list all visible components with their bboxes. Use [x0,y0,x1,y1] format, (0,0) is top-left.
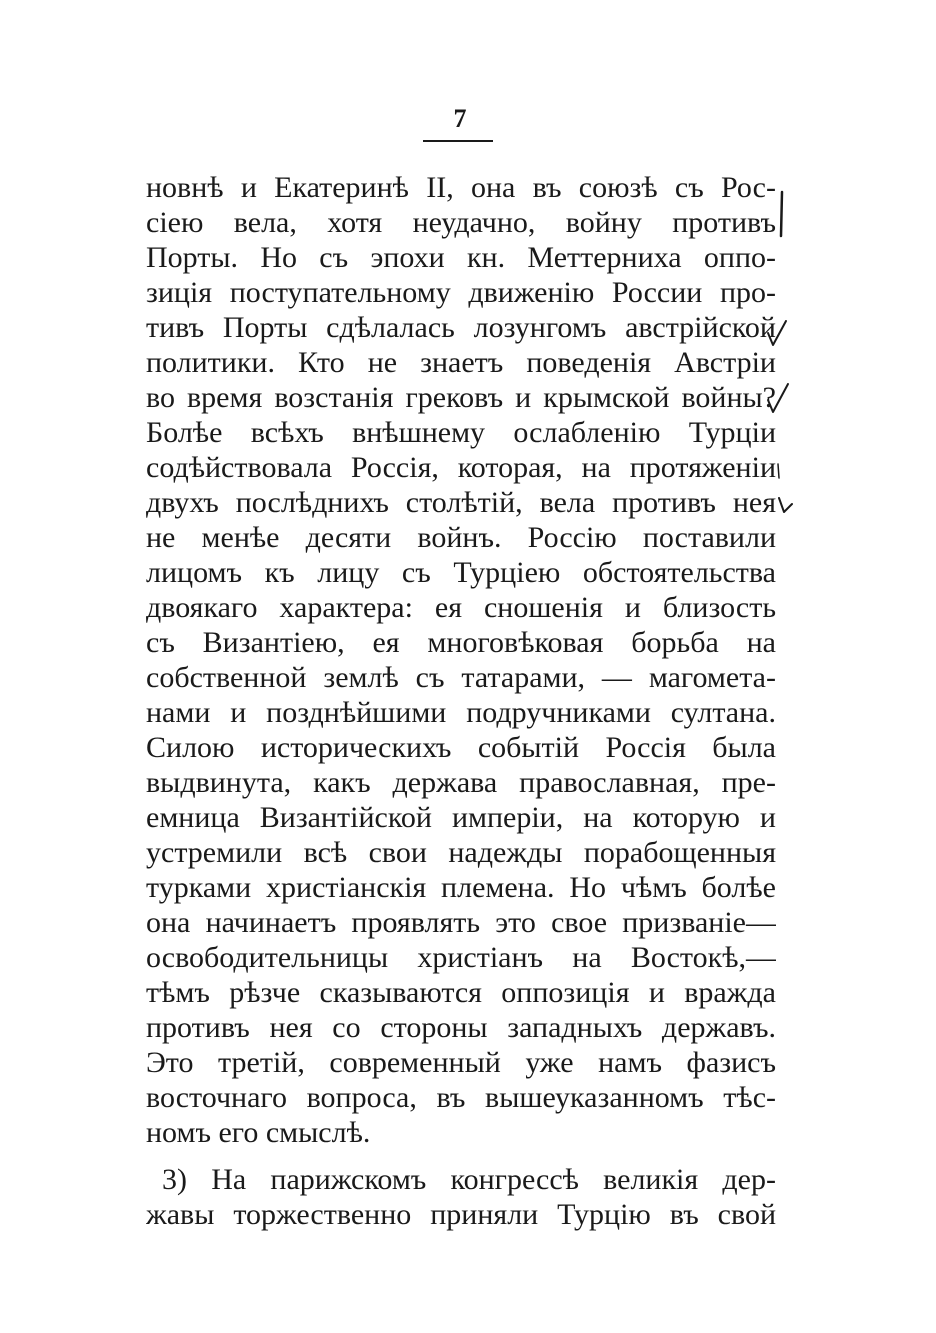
text-line: во время возстанія грековъ и крымской войны? [146,381,776,414]
text-line: лицомъ къ лицу съ Турціею обстоятельства [146,556,776,589]
text-line: номъ его смыслѣ. [146,1116,371,1149]
text-line: 3) На парижскомъ конгрессѣ великія дер- [162,1163,776,1196]
margin-check-mark [779,498,792,512]
text-line: Это третій, современный уже намъ фазисъ [146,1046,776,1079]
page-number-rule [423,140,493,142]
text-line: Порты. Но съ эпохи кн. Меттерниха оппо- [146,241,776,274]
text-line: содѣйствовала Россія, которая, на протяженіи [146,451,776,484]
text-line: Силою историческихъ событій Россія была [146,731,776,764]
text-line: политики. Кто не знаетъ поведенія Австріи [146,346,776,379]
text-line: она начинаетъ проявлять это свое призваніе— [146,906,776,939]
text-line: не менѣе десяти войнъ. Россію поставили [146,521,776,554]
page-number: 7 [453,104,467,133]
text-line: тѣмъ рѣзче сказываются оппозиція и вражда [146,976,776,1009]
text-line: емница Византійской имперіи, на которую и [146,801,776,834]
margin-tick-mark [778,464,779,478]
text-line: освободительницы христіанъ на Востокѣ,— [146,941,776,974]
text-line: двухъ послѣднихъ столѣтій, вела противъ нея [146,486,776,519]
margin-bar-mark [781,192,782,236]
text-line: Болѣе всѣхъ внѣшнему ослабленію Турціи [146,416,776,449]
text-line: нами и позднѣйшими подручниками султана. [146,696,776,729]
text-line: тивъ Порты сдѣлалась лозунгомъ австрійской [146,311,776,344]
text-line: устремили всѣ свои надежды порабощенныя [146,836,776,869]
text-line: собственной землѣ съ татарами, — магомета- [146,661,776,694]
text-line: выдвинута, какъ держава православная, пре- [146,766,776,799]
text-line: противъ нея со стороны западныхъ державъ. [146,1011,776,1044]
body-text [146,170,776,1232]
text-line: съ Византіею, ея многовѣковая борьба на [146,626,776,659]
text-line: турками христіанскія племена. Но чѣмъ болѣе [146,871,776,904]
text-line: двоякаго характера: ея сношенія и близость [146,591,776,624]
text-line: новнѣ и Екатеринѣ II, она въ союзѣ съ Рос- [146,171,776,204]
text-line: восточнаго вопроса, въ вышеуказанномъ тѣс- [146,1081,776,1114]
text-line: жавы торжественно приняли Турцію въ свой [146,1198,776,1231]
text-line: зиція поступательному движенію России про- [146,276,776,309]
text-line: сіею вела, хотя неудачно, войну противъ [146,206,776,239]
